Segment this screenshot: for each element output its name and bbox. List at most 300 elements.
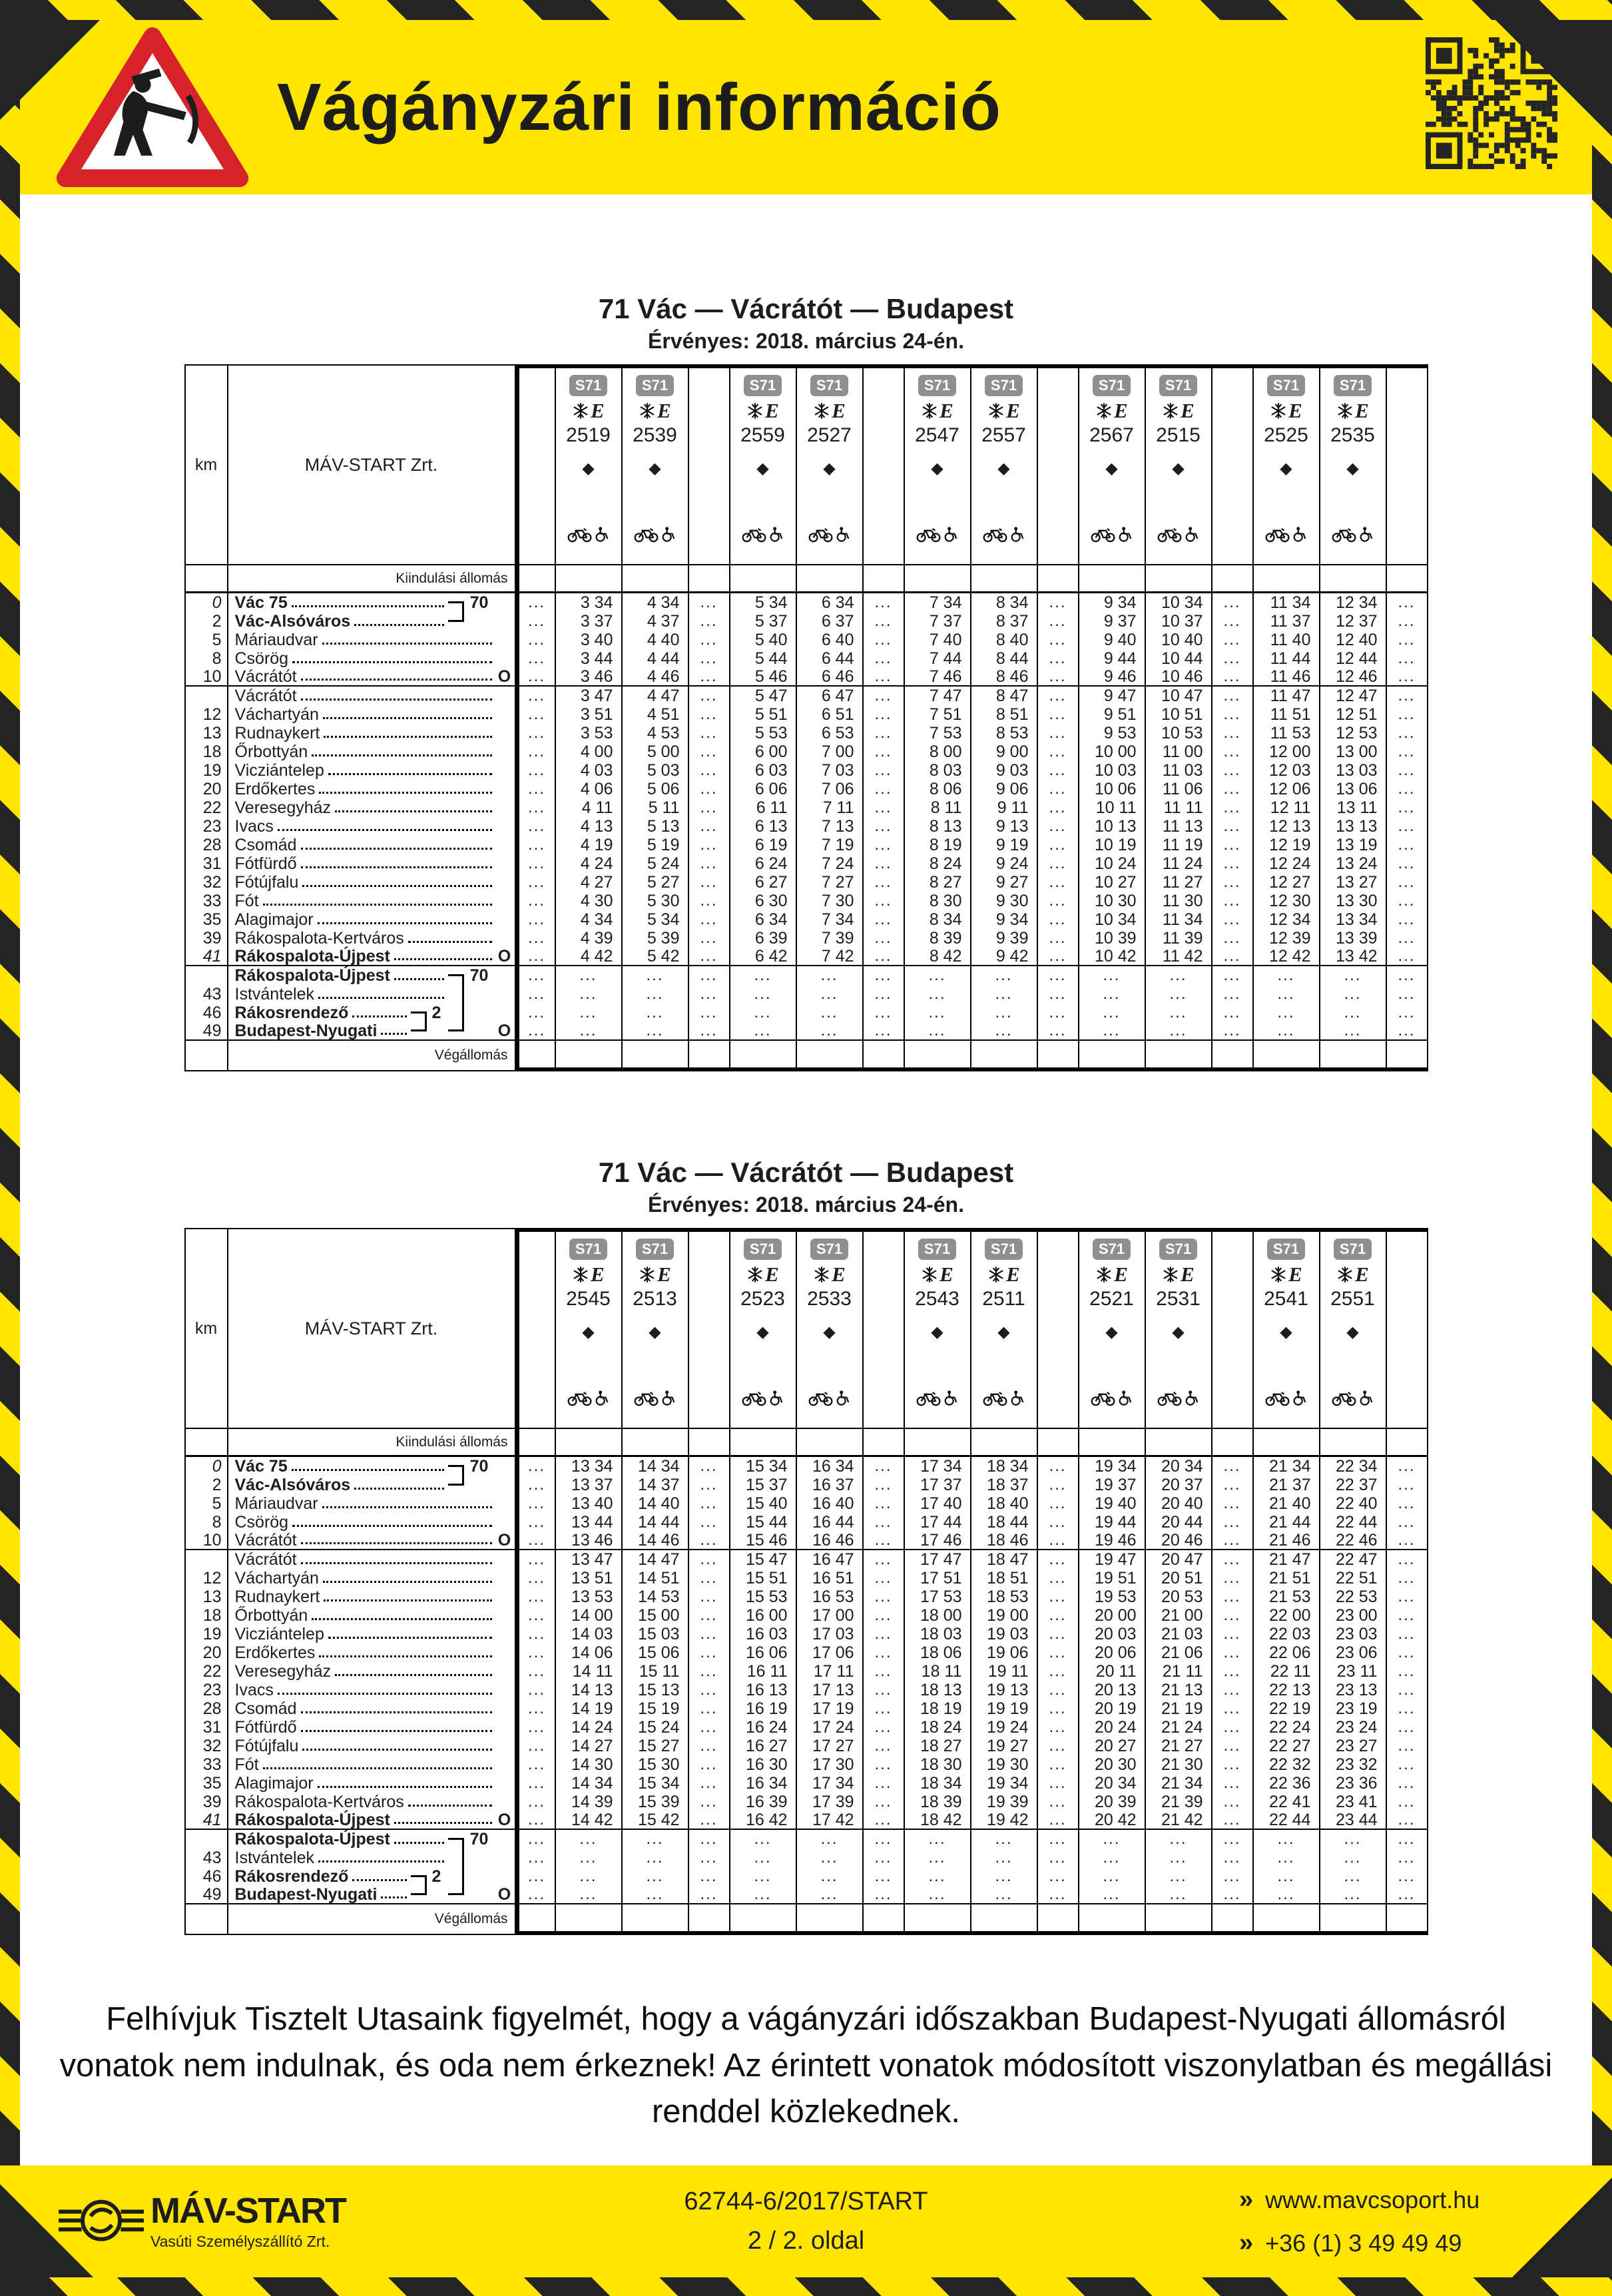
time-cell: 13 34 — [1320, 910, 1387, 929]
time-cell: 22 19 — [1254, 1699, 1320, 1718]
station-cell — [228, 1737, 515, 1755]
time-cell: 8 42 — [905, 948, 971, 966]
bracket-outer — [447, 1830, 464, 1849]
separator-cell: ... — [1387, 612, 1428, 631]
station-row — [186, 1587, 1428, 1606]
time-cell — [1254, 1904, 1320, 1934]
time-cell: 22 37 — [1320, 1476, 1387, 1494]
route-badge: S71 — [985, 1239, 1023, 1260]
time-cell: 12 42 — [1254, 948, 1320, 966]
time-cell: 18 11 — [905, 1662, 971, 1681]
bracket-outer — [447, 1849, 464, 1867]
station-row — [186, 1811, 1428, 1830]
separator-cell: ... — [689, 668, 730, 687]
time-cell: 7 42 — [797, 948, 864, 966]
bicycle-icon — [742, 526, 767, 543]
time-cell: ... — [971, 1004, 1038, 1022]
km-column-header: km — [186, 366, 228, 565]
station-name: Fót — [234, 891, 259, 910]
dotted-leader — [328, 1637, 492, 1639]
time-cell: 12 46 — [1320, 668, 1387, 687]
separator-cell: ... — [689, 1606, 730, 1625]
separator-cell: ... — [1387, 1849, 1428, 1867]
logo-subtitle: Vasúti Személyszállító Zrt. — [150, 2232, 330, 2250]
time-cell: 8 06 — [905, 780, 971, 798]
time-cell: 4 37 — [623, 612, 689, 631]
time-cell: 21 51 — [1254, 1569, 1320, 1587]
time-cell: 23 24 — [1320, 1718, 1387, 1737]
station-row — [186, 929, 1428, 948]
time-cell: ... — [905, 1849, 971, 1867]
station-name: Rákosrendező — [234, 1003, 349, 1022]
train-features — [1270, 399, 1302, 423]
accessibility-icons — [1265, 526, 1308, 543]
time-cell: 11 03 — [1146, 761, 1212, 780]
time-cell: 5 53 — [730, 724, 797, 742]
bracket-inner — [409, 1022, 427, 1039]
km-cell: 2 — [186, 612, 228, 631]
station-name: Vácrátót — [234, 1550, 297, 1569]
time-cell: ... — [730, 1830, 797, 1849]
time-cell: 22 32 — [1254, 1755, 1320, 1774]
time-cell: 7 11 — [797, 798, 864, 817]
thick-border-top — [515, 364, 1428, 368]
time-cell: 12 37 — [1320, 612, 1387, 631]
bicycle-icon — [1265, 1390, 1290, 1406]
time-cell: 12 13 — [1254, 817, 1320, 836]
time-cell: 19 42 — [971, 1811, 1038, 1830]
time-cell: 6 00 — [730, 742, 797, 761]
separator-cell: ... — [689, 817, 730, 836]
train-features — [1162, 1263, 1195, 1287]
station-name: Vác 75 — [234, 1456, 288, 1476]
separator-cell: ... — [1038, 1811, 1079, 1830]
time-cell — [623, 1429, 689, 1457]
time-cell: 13 39 — [1320, 929, 1387, 948]
time-cell: 7 37 — [905, 612, 971, 631]
time-cell: ... — [797, 966, 864, 985]
separator-cell: ... — [1387, 798, 1428, 817]
time-cell: 7 34 — [797, 910, 864, 929]
time-cell: 3 44 — [556, 649, 623, 668]
time-cell: 21 47 — [1254, 1550, 1320, 1569]
time-cell: 21 24 — [1146, 1718, 1212, 1737]
dotted-leader — [301, 679, 492, 681]
train-column-header — [905, 366, 971, 565]
dotted-leader — [301, 1562, 492, 1564]
time-cell: 20 44 — [1146, 1513, 1212, 1532]
km-cell: 43 — [186, 985, 228, 1004]
train-features — [921, 1263, 953, 1287]
dotted-leader — [328, 773, 492, 775]
time-cell: 17 03 — [797, 1625, 864, 1643]
time-cell — [797, 565, 864, 593]
time-cell: 12 39 — [1254, 929, 1320, 948]
time-cell: 14 19 — [556, 1699, 623, 1718]
dotted-leader — [324, 1599, 491, 1601]
route-badge: S71 — [1159, 375, 1197, 396]
time-cell: 15 37 — [730, 1476, 797, 1494]
separator-cell: ... — [689, 1718, 730, 1737]
time-cell: 5 34 — [730, 593, 797, 612]
accessibility-icons — [916, 526, 959, 543]
time-cell: 9 53 — [1079, 724, 1146, 742]
separator-cell: ... — [1038, 1755, 1079, 1774]
station-name: Vicziántelep — [234, 760, 324, 780]
time-cell: 22 44 — [1320, 1513, 1387, 1532]
separator-cell: ... — [1038, 1681, 1079, 1699]
km-cell: 28 — [186, 1699, 228, 1718]
bicycle-icon — [983, 526, 1008, 543]
separator-cell: ... — [515, 1662, 556, 1681]
time-cell: 20 53 — [1146, 1587, 1212, 1606]
time-cell: 8 51 — [971, 705, 1038, 724]
time-cell: 13 40 — [556, 1494, 623, 1513]
station-name: Fót — [234, 1755, 259, 1774]
time-cell: 22 03 — [1254, 1625, 1320, 1643]
time-cell: 17 06 — [797, 1643, 864, 1662]
time-cell: 12 40 — [1320, 631, 1387, 649]
km-cell: 0 — [186, 1457, 228, 1476]
phone-number: +36 (1) 3 49 49 49 — [1265, 2229, 1462, 2257]
time-cell: 16 03 — [730, 1625, 797, 1643]
separator-cell: ... — [515, 705, 556, 724]
accessibility-icons — [742, 1390, 784, 1406]
time-cell: 21 11 — [1146, 1662, 1212, 1681]
separator-cell: ... — [689, 1849, 730, 1867]
separator-cell: ... — [1038, 892, 1079, 910]
time-cell: 15 13 — [623, 1681, 689, 1699]
station-row — [186, 948, 1428, 966]
time-cell: 17 39 — [797, 1793, 864, 1811]
train-number: 2515 — [1156, 424, 1201, 446]
time-cell: 22 40 — [1320, 1494, 1387, 1513]
separator-cell: ... — [1212, 873, 1254, 892]
dotted-leader — [302, 885, 491, 887]
separator-cell: ... — [1212, 1532, 1254, 1550]
time-cell: 6 03 — [730, 761, 797, 780]
station-row — [186, 1793, 1428, 1811]
separator-cell: ... — [515, 631, 556, 649]
station-row — [186, 892, 1428, 910]
accessibility-icons — [634, 1390, 676, 1406]
snowflake-icon — [1336, 1266, 1354, 1283]
separator-cell: ... — [864, 649, 905, 668]
bracket-outer — [447, 1022, 464, 1039]
e-symbol: E — [1288, 399, 1302, 422]
time-cell: 7 47 — [905, 687, 971, 705]
station-cell — [228, 1811, 515, 1830]
time-cell: 12 11 — [1254, 798, 1320, 817]
time-cell: 16 46 — [797, 1532, 864, 1550]
separator-cell: ... — [1212, 929, 1254, 948]
bracket-outer — [447, 985, 464, 1004]
wheelchair-icon — [1292, 526, 1308, 543]
time-cell: 7 46 — [905, 668, 971, 687]
time-cell: 4 42 — [556, 948, 623, 966]
separator-cell: ... — [1387, 742, 1428, 761]
km-cell: 20 — [186, 1643, 228, 1662]
time-cell: 13 53 — [556, 1587, 623, 1606]
separator-cell: ... — [515, 1513, 556, 1532]
e-symbol: E — [1181, 399, 1195, 422]
time-cell: 14 51 — [623, 1569, 689, 1587]
separator-cell: ... — [1038, 1662, 1079, 1681]
time-cell: 19 19 — [971, 1699, 1038, 1718]
time-cell: ... — [556, 966, 623, 985]
separator-cell: ... — [689, 1457, 730, 1476]
train-column-header — [623, 1229, 689, 1429]
time-cell: 7 39 — [797, 929, 864, 948]
time-cell: 20 46 — [1146, 1532, 1212, 1550]
station-row — [186, 910, 1428, 929]
station-cell — [228, 1774, 515, 1793]
separator-cell: ... — [515, 593, 556, 612]
separator-cell: ... — [689, 1830, 730, 1849]
time-cell: 7 53 — [905, 724, 971, 742]
time-cell: 21 44 — [1254, 1513, 1320, 1532]
dotted-leader — [381, 1896, 406, 1898]
time-cell: 23 00 — [1320, 1606, 1387, 1625]
train-number: 2525 — [1264, 424, 1308, 446]
km-cell: 19 — [186, 761, 228, 780]
km-cell: 5 — [186, 631, 228, 649]
station-name: Rákosrendező — [234, 1866, 349, 1886]
time-cell — [623, 565, 689, 593]
station-row — [186, 854, 1428, 873]
route-number: 70 — [469, 1829, 489, 1849]
time-cell: 10 46 — [1146, 668, 1212, 687]
time-cell: ... — [797, 1886, 864, 1904]
train-number: 2533 — [807, 1288, 852, 1310]
dotted-leader — [394, 1842, 444, 1844]
station-name: Vácrátót — [234, 686, 297, 705]
e-symbol: E — [657, 1263, 671, 1286]
dotted-leader — [318, 1861, 443, 1863]
separator-cell: ... — [1212, 1699, 1254, 1718]
time-cell: 5 40 — [730, 631, 797, 649]
time-cell: 16 30 — [730, 1755, 797, 1774]
station-cell — [228, 761, 515, 780]
time-cell: 15 51 — [730, 1569, 797, 1587]
time-cell: 13 30 — [1320, 892, 1387, 910]
route-badge: S71 — [1093, 375, 1131, 396]
time-cell: 14 37 — [623, 1476, 689, 1494]
train-features — [813, 399, 846, 423]
stop-marker: O — [497, 1810, 511, 1829]
separator-cell: ... — [1387, 1737, 1428, 1755]
time-cell: 5 47 — [730, 687, 797, 705]
station-row — [186, 1457, 1428, 1476]
accessibility-icons — [1157, 1390, 1200, 1406]
separator-cell: ... — [689, 854, 730, 873]
time-cell — [1079, 565, 1146, 593]
separator-cell: ... — [864, 854, 905, 873]
station-row — [186, 1867, 1428, 1886]
train-number: 2547 — [915, 424, 959, 446]
time-cell — [905, 1041, 971, 1070]
bracket-outer — [447, 593, 464, 612]
time-cell: 4 13 — [556, 817, 623, 836]
station-name: Budapest-Nyugati — [234, 1021, 378, 1040]
time-cell: 20 06 — [1079, 1643, 1146, 1662]
separator-cell: ... — [864, 966, 905, 985]
time-cell — [1146, 565, 1212, 593]
time-cell: 9 13 — [971, 817, 1038, 836]
km-cell — [186, 1830, 228, 1849]
station-name: Veresegyház — [234, 1661, 332, 1681]
separator-cell: ... — [689, 1811, 730, 1830]
time-cell — [1079, 1904, 1146, 1934]
wheelchair-icon — [1358, 1390, 1374, 1406]
separator-cell: ... — [689, 873, 730, 892]
separator-cell: ... — [1038, 649, 1079, 668]
station-cell — [228, 1681, 515, 1699]
train-features — [746, 1263, 779, 1287]
train-number: 2551 — [1330, 1288, 1375, 1310]
separator-cell: ... — [1387, 1793, 1428, 1811]
time-cell: 14 13 — [556, 1681, 623, 1699]
separator-cell: ... — [689, 724, 730, 742]
diamond-icon: ◆ — [997, 459, 1010, 477]
bicycle-icon — [1332, 1390, 1357, 1406]
time-cell: 9 46 — [1079, 668, 1146, 687]
time-cell: ... — [1079, 1849, 1146, 1867]
station-name: Rákospalota-Újpest — [234, 966, 390, 985]
train-number: 2543 — [915, 1288, 959, 1310]
separator-cell: ... — [1038, 1004, 1079, 1022]
diamond-icon: ◆ — [1172, 459, 1185, 477]
separator-cell: ... — [864, 1643, 905, 1662]
time-cell: 19 24 — [971, 1718, 1038, 1737]
separator-cell: ... — [1387, 892, 1428, 910]
time-cell: ... — [971, 1830, 1038, 1849]
separator-cell: ... — [1387, 1811, 1428, 1830]
time-cell: 12 53 — [1320, 724, 1387, 742]
dotted-leader — [354, 624, 443, 626]
dotted-leader — [323, 717, 492, 719]
time-cell: ... — [797, 985, 864, 1004]
timetable-validity: Érvényes: 2018. március 24-én. — [648, 1193, 964, 1217]
time-cell: ... — [556, 985, 623, 1004]
bracket-inner — [409, 1886, 427, 1903]
page-title: Vágányzári információ — [277, 69, 1001, 144]
time-cell: 8 11 — [905, 798, 971, 817]
separator-cell: ... — [1387, 1718, 1428, 1737]
separator-cell: ... — [689, 836, 730, 854]
separator-cell: ... — [864, 892, 905, 910]
station-cell — [228, 817, 515, 836]
separator-cell: ... — [1038, 817, 1079, 836]
separator-cell: ... — [1038, 1606, 1079, 1625]
time-cell: 15 42 — [623, 1811, 689, 1830]
diamond-icon: ◆ — [931, 459, 943, 477]
separator-cell: ... — [1387, 966, 1428, 985]
time-cell: ... — [905, 966, 971, 985]
separator-cell: ... — [689, 780, 730, 798]
station-name: Vácrátót — [234, 667, 297, 686]
e-symbol: E — [940, 399, 953, 422]
time-cell — [971, 565, 1038, 593]
separator-cell — [689, 565, 730, 593]
time-cell: ... — [1146, 1004, 1212, 1022]
time-cell: 8 03 — [905, 761, 971, 780]
time-cell: 6 34 — [797, 593, 864, 612]
time-cell — [730, 1904, 797, 1934]
separator-cell — [1387, 1429, 1428, 1457]
terminus-label: Végállomás — [434, 1047, 508, 1063]
separator-cell: ... — [515, 761, 556, 780]
time-cell: 15 34 — [623, 1774, 689, 1793]
time-cell: ... — [1254, 1849, 1320, 1867]
time-cell: 18 39 — [905, 1793, 971, 1811]
wheelchair-icon — [1184, 526, 1200, 543]
time-cell: 8 34 — [971, 593, 1038, 612]
timetable-section-afternoon — [20, 1071, 1592, 1935]
time-cell: 10 47 — [1146, 687, 1212, 705]
station-cell — [228, 1022, 515, 1041]
train-features — [813, 1263, 846, 1287]
time-cell: ... — [971, 1022, 1038, 1041]
time-cell: ... — [556, 1022, 623, 1041]
bicycle-icon — [567, 526, 593, 543]
table-header-row — [186, 1229, 1428, 1429]
station-cell — [228, 649, 515, 668]
separator-cell: ... — [1387, 1699, 1428, 1718]
dotted-leader — [323, 1581, 492, 1583]
time-cell: 5 34 — [623, 910, 689, 929]
time-cell: ... — [971, 985, 1038, 1004]
dotted-leader — [319, 1655, 491, 1657]
train-column-header — [1254, 366, 1320, 565]
time-cell: 4 44 — [623, 649, 689, 668]
separator-cell: ... — [515, 1755, 556, 1774]
time-cell: 4 34 — [623, 593, 689, 612]
time-cell: 15 27 — [623, 1737, 689, 1755]
time-cell: 6 42 — [730, 948, 797, 966]
separator-cell: ... — [515, 649, 556, 668]
train-features — [1095, 1263, 1128, 1287]
separator-cell: ... — [1387, 1004, 1428, 1022]
station-row — [186, 593, 1428, 612]
time-cell: 6 51 — [797, 705, 864, 724]
time-cell: 19 40 — [1079, 1494, 1146, 1513]
time-cell: 11 11 — [1146, 798, 1212, 817]
km-cell: 13 — [186, 1587, 228, 1606]
km-cell: 12 — [186, 1569, 228, 1587]
separator-cell: ... — [1212, 892, 1254, 910]
time-cell: 21 13 — [1146, 1681, 1212, 1699]
separator-cell: ... — [689, 631, 730, 649]
time-cell: 18 53 — [971, 1587, 1038, 1606]
km-cell: 19 — [186, 1625, 228, 1643]
separator-cell: ... — [864, 1022, 905, 1041]
time-cell: 7 40 — [905, 631, 971, 649]
time-cell: 23 06 — [1320, 1643, 1387, 1662]
separator-column-header — [1212, 1229, 1254, 1429]
diamond-icon: ◆ — [931, 1323, 943, 1341]
time-cell: 18 19 — [905, 1699, 971, 1718]
snowflake-icon — [987, 402, 1005, 420]
station-cell — [228, 1606, 515, 1625]
bicycle-icon — [808, 1390, 834, 1406]
time-cell: 8 24 — [905, 854, 971, 873]
separator-cell — [689, 1041, 730, 1070]
separator-cell: ... — [864, 593, 905, 612]
km-cell: 5 — [186, 1494, 228, 1513]
time-cell: 21 37 — [1254, 1476, 1320, 1494]
separator-cell: ... — [1387, 1662, 1428, 1681]
